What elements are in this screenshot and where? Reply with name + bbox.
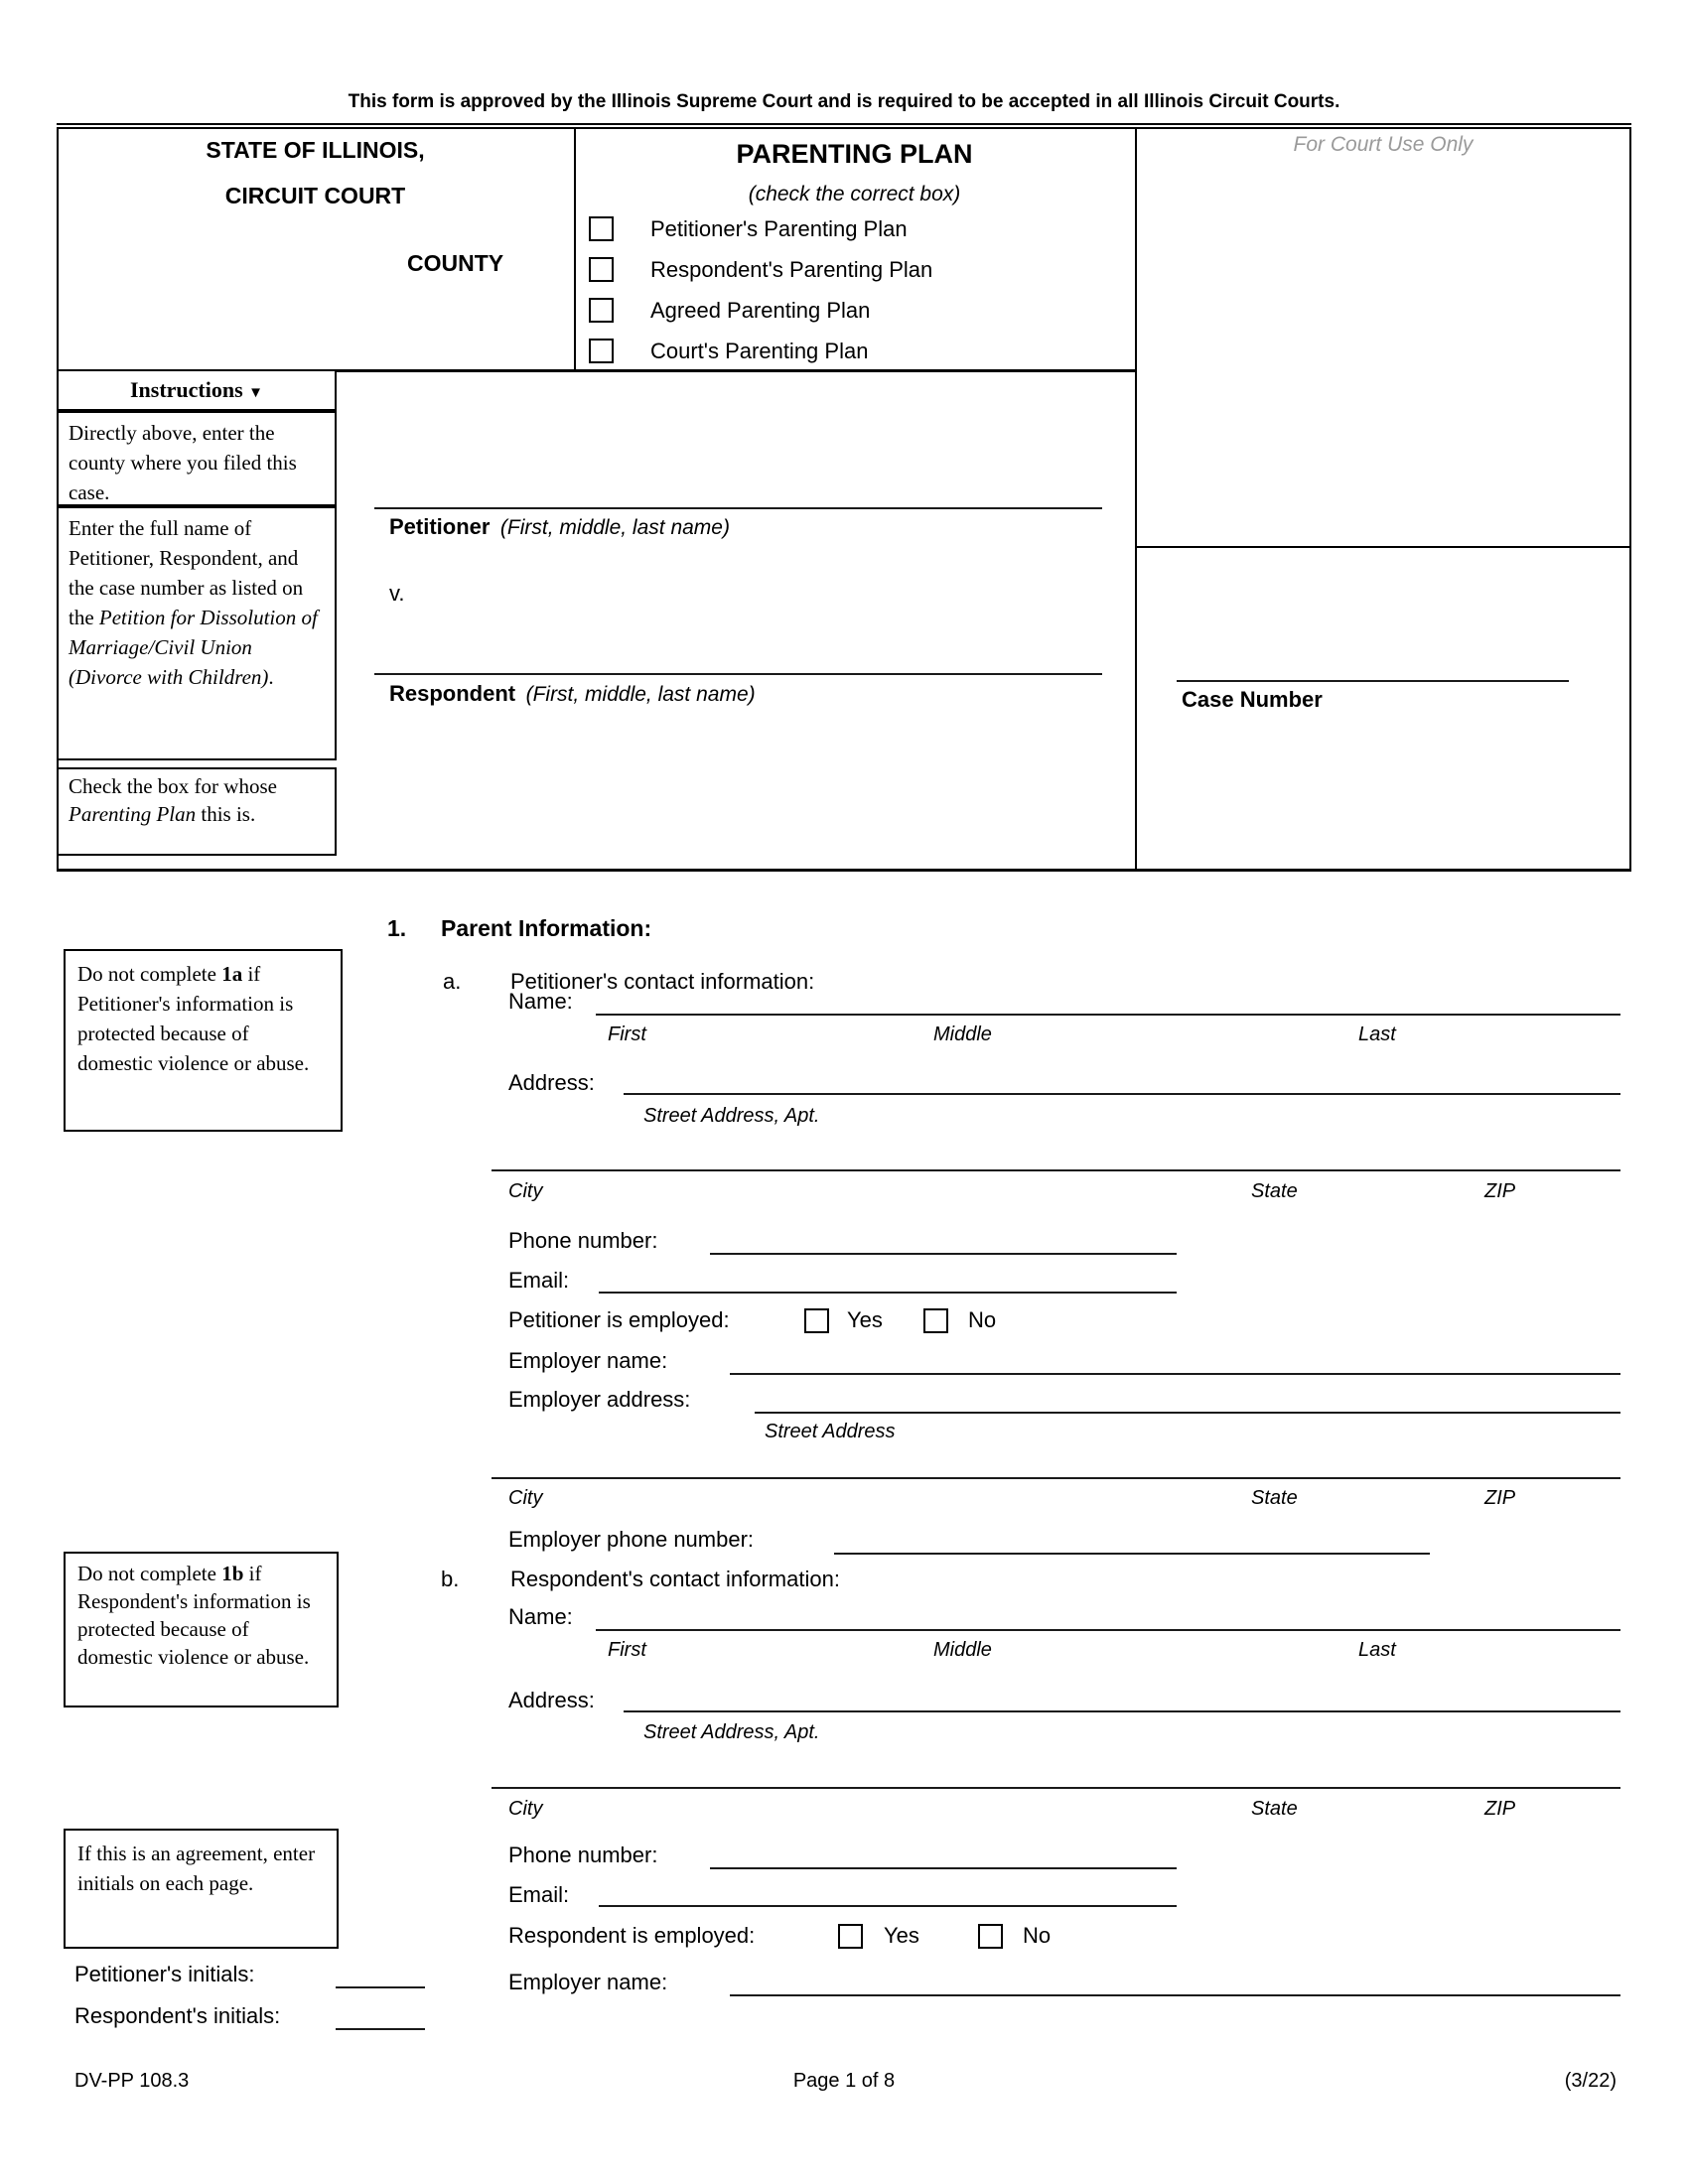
form-title: PARENTING PLAN — [736, 139, 973, 169]
instructions-title: Instructions — [129, 377, 243, 402]
respondent-employed-yes-label: Yes — [884, 1923, 919, 1948]
court-use-column-divider — [1135, 127, 1137, 872]
petitioner-employed-no-checkbox[interactable] — [923, 1308, 948, 1333]
respondent-zip-hint: ZIP — [1484, 1798, 1516, 1820]
petitioner-city-hint: City — [508, 1180, 543, 1202]
petitioner-phone-line[interactable] — [710, 1253, 1177, 1255]
do-not-complete-1a-note — [64, 949, 343, 1132]
petitioner-address-label: Address: — [508, 1070, 595, 1095]
respondent-city-state-zip-line[interactable] — [492, 1787, 1620, 1789]
petitioner-initials-label: Petitioner's initials: — [74, 1962, 255, 1986]
respondent-phone-line[interactable] — [710, 1867, 1177, 1869]
petitioner-employed-no-label: No — [968, 1307, 997, 1332]
names-note-period: . — [268, 665, 274, 689]
form-subtitle: (check the correct box) — [748, 183, 961, 205]
respondent-caption-hint: (First, middle, last name) — [525, 683, 756, 706]
respondent-plan-checkbox[interactable] — [589, 257, 614, 282]
petitioner-employer-city-state-zip-line[interactable] — [492, 1477, 1620, 1479]
agreed-plan-checkbox[interactable] — [589, 298, 614, 323]
respondent-initials-line[interactable] — [336, 2028, 425, 2030]
agreed-plan-option-label: Agreed Parenting Plan — [650, 298, 871, 323]
checkbox-note-italic-text: Parenting Plan — [69, 802, 197, 826]
note-1a-ref: 1a — [221, 962, 243, 986]
note-1b-rest: if Respondent's information is protected because of domestic violence or abuse. — [77, 1562, 311, 1669]
petitioner-employer-address-label: Employer address: — [508, 1387, 691, 1412]
respondent-name-label: Name: — [508, 1604, 573, 1629]
item-b-title: Respondent's contact information: — [510, 1567, 840, 1591]
petitioner-employer-name-line[interactable] — [730, 1373, 1620, 1375]
checkbox-note-end: this is. — [196, 802, 256, 826]
item-b-letter: b. — [441, 1567, 460, 1591]
petitioner-employed-yes-label: Yes — [847, 1307, 883, 1332]
petitioner-plan-checkbox[interactable] — [589, 216, 614, 241]
petitioner-zip-hint: ZIP — [1484, 1180, 1516, 1202]
checkbox-note-text: Check the box for whose — [69, 774, 277, 798]
respondent-last-hint: Last — [1358, 1639, 1396, 1661]
respondent-employer-name-line[interactable] — [730, 1994, 1620, 1996]
petitioner-employer-zip-hint: ZIP — [1484, 1487, 1516, 1509]
respondent-city-hint: City — [508, 1798, 543, 1820]
respondent-employed-yes-checkbox[interactable] — [838, 1924, 863, 1949]
petitioner-employed-label: Petitioner is employed: — [508, 1307, 730, 1332]
respondent-middle-hint: Middle — [933, 1639, 992, 1661]
court-plan-option-label: Court's Parenting Plan — [650, 339, 869, 363]
petitioner-plan-option-label: Petitioner's Parenting Plan — [650, 216, 908, 241]
footer-revision-date: (3/22) — [1564, 2070, 1617, 2092]
petitioner-employed-yes-checkbox[interactable] — [804, 1308, 829, 1333]
case-number-line[interactable] — [1177, 680, 1569, 682]
petitioner-state-hint: State — [1251, 1180, 1298, 1202]
state-of-illinois-line: STATE OF ILLINOIS, — [206, 137, 425, 163]
petitioner-caption-label: Petitioner — [389, 514, 491, 539]
section1-number: 1. — [387, 915, 407, 941]
petitioner-name-label: Name: — [508, 989, 573, 1014]
respondent-employed-no-checkbox[interactable] — [978, 1924, 1003, 1949]
petitioner-employer-address-line[interactable] — [755, 1412, 1620, 1414]
footer-form-number: DV-PP 108.3 — [74, 2070, 190, 2092]
note-1a-rest: if Petitioner's information is protected because of domestic violence or abuse. — [77, 962, 310, 1075]
case-number-row-divider — [1135, 546, 1631, 548]
instruction-checkbox-note — [57, 767, 337, 856]
petitioner-employer-phone-label: Employer phone number: — [508, 1527, 755, 1552]
county-label: COUNTY — [407, 250, 504, 276]
do-not-complete-1b-note — [64, 1552, 339, 1707]
petitioner-email-label: Email: — [508, 1268, 570, 1293]
petitioner-initials-line[interactable] — [336, 1986, 425, 1988]
petitioner-phone-label: Phone number: — [508, 1228, 658, 1253]
note-1b-ref: 1b — [221, 1562, 244, 1585]
respondent-address-label: Address: — [508, 1688, 595, 1712]
petitioner-middle-hint: Middle — [933, 1024, 992, 1045]
respondent-employed-label: Respondent is employed: — [508, 1923, 756, 1948]
petitioner-caption-hint: (First, middle, last name) — [499, 516, 730, 539]
petitioner-employer-name-label: Employer name: — [508, 1348, 668, 1373]
circuit-court-line: CIRCUIT COURT — [224, 183, 406, 208]
item-a-letter: a. — [443, 969, 462, 994]
petitioner-city-state-zip-line[interactable] — [492, 1169, 1620, 1171]
respondent-phone-label: Phone number: — [508, 1843, 658, 1867]
petitioner-first-hint: First — [608, 1024, 646, 1045]
petitioner-employer-phone-line[interactable] — [834, 1553, 1430, 1555]
for-court-use-only-label: For Court Use Only — [1293, 133, 1474, 156]
respondent-name-line[interactable] — [596, 1629, 1620, 1631]
respondent-employed-no-label: No — [1023, 1923, 1052, 1948]
item-a-title: Petitioner's contact information: — [510, 969, 815, 994]
agreement-initials-note: If this is an agreement, enter initials on each page. — [64, 1829, 339, 1949]
respondent-state-hint: State — [1251, 1798, 1298, 1820]
instructions-header[interactable] — [57, 369, 337, 411]
petitioner-address-line[interactable] — [624, 1093, 1620, 1095]
respondent-employer-name-label: Employer name: — [508, 1970, 668, 1994]
petitioner-last-hint: Last — [1358, 1024, 1396, 1045]
respondent-caption-label: Respondent — [389, 681, 516, 706]
respondent-initials-label: Respondent's initials: — [74, 2003, 281, 2028]
petitioner-name-caption-line[interactable] — [374, 507, 1102, 509]
respondent-name-caption-line[interactable] — [374, 673, 1102, 675]
case-number-label: Case Number — [1182, 687, 1323, 712]
dropdown-arrow-icon: ▼ — [248, 385, 264, 401]
versus-label: v. — [389, 581, 405, 606]
respondent-email-label: Email: — [508, 1882, 570, 1907]
note-1a-text: Do not complete — [77, 962, 222, 986]
petitioner-name-line[interactable] — [596, 1014, 1620, 1016]
instruction-names-note — [57, 506, 337, 760]
footer-page-number: Page 1 of 8 — [792, 2070, 896, 2092]
names-note-italic-text: Petition for Dissolution of Marriage/Civil Union (Divorce with Children) — [69, 606, 318, 689]
petitioner-employer-state-hint: State — [1251, 1487, 1298, 1509]
respondent-address-line[interactable] — [624, 1710, 1620, 1712]
respondent-plan-option-label: Respondent's Parenting Plan — [650, 257, 933, 282]
section1-title: Parent Information: — [441, 915, 652, 941]
approval-notice: This form is approved by the Illinois Supreme Court and is required to be accepted in all Illinois Circuit Courts. — [57, 91, 1631, 125]
petitioner-street-hint: Street Address, Apt. — [643, 1105, 820, 1127]
petitioner-employer-street-hint: Street Address — [765, 1421, 896, 1442]
instruction-county-note: Directly above, enter the county where you filed this case. — [57, 411, 337, 506]
respondent-first-hint: First — [608, 1639, 646, 1661]
court-plan-checkbox[interactable] — [589, 339, 614, 363]
petitioner-email-line[interactable] — [599, 1292, 1177, 1294]
respondent-street-hint: Street Address, Apt. — [643, 1721, 820, 1743]
names-note-text: Enter the full name of Petitioner, Respondent, and the case number as listed on the — [69, 516, 304, 629]
petitioner-employer-city-hint: City — [508, 1487, 543, 1509]
respondent-email-line[interactable] — [599, 1905, 1177, 1907]
note-1b-text: Do not complete — [77, 1562, 222, 1585]
